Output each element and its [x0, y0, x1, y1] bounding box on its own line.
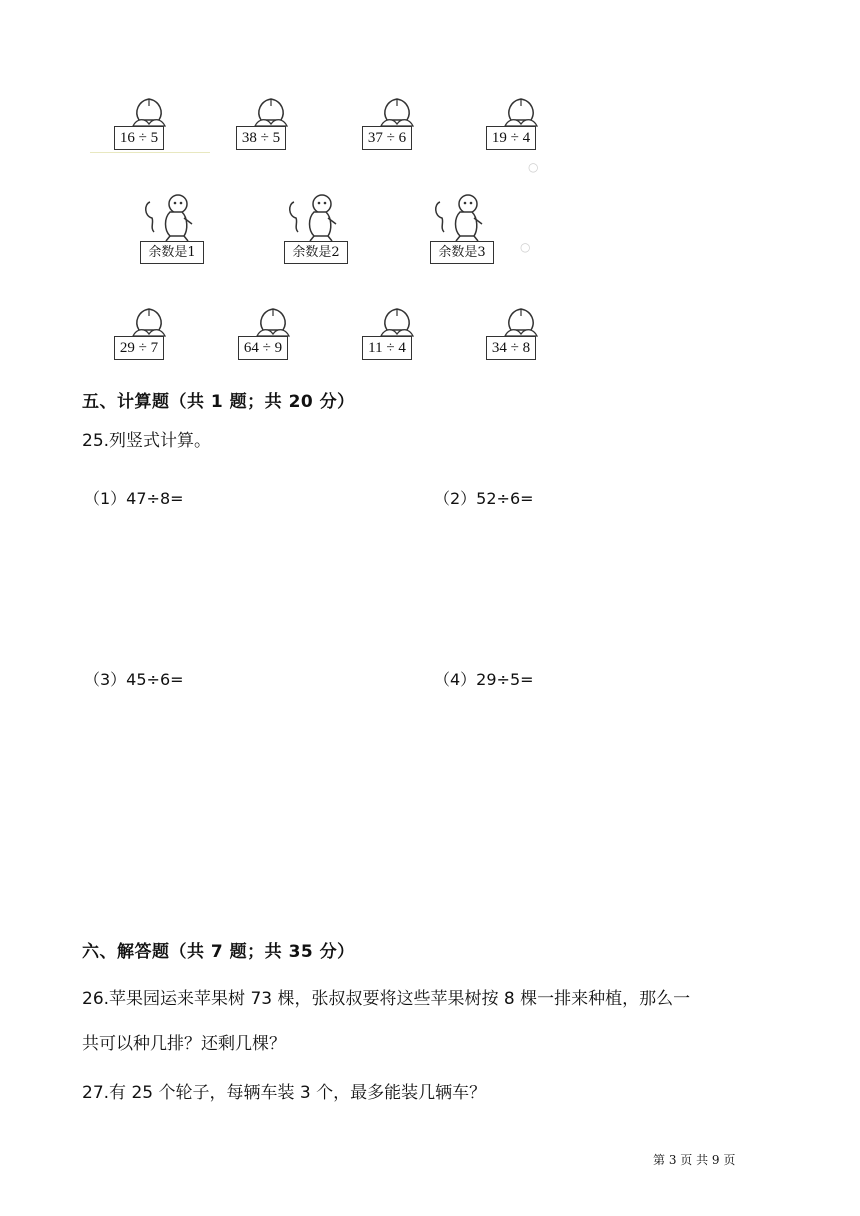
problem-1: （1）47÷8= [84, 489, 184, 508]
division-label: 16 ÷ 5 [114, 126, 164, 150]
division-label: 19 ÷ 4 [486, 126, 536, 150]
division-label: 37 ÷ 6 [362, 126, 412, 150]
monkey-icon [284, 192, 348, 242]
question-27: 27.有 25 个轮子，每辆车装 3 个，最多能装几辆车？ [82, 1083, 487, 1103]
peach-icon [125, 96, 173, 128]
monkey-card [430, 192, 494, 260]
peach-card [362, 96, 432, 146]
peach-card [114, 306, 184, 356]
remainder-label: 余数是1 [140, 241, 204, 264]
remainder-label: 余数是2 [284, 241, 348, 264]
problem-4: （4）29÷5= [434, 670, 534, 689]
monkey-card [140, 192, 204, 260]
remainder-label: 余数是3 [430, 241, 494, 264]
peach-icon [497, 306, 545, 338]
section-heading-5: 五、计算题（共 1 题；共 20 分） [82, 392, 355, 412]
page-number: 第 3 页 共 9 页 [653, 1153, 736, 1167]
peach-icon [497, 96, 545, 128]
peach-icon [125, 306, 173, 338]
bleed-through-line [90, 152, 210, 153]
division-label: 64 ÷ 9 [238, 336, 288, 360]
peach-card [236, 96, 306, 146]
monkey-card [284, 192, 348, 260]
peach-card [362, 306, 432, 356]
question-26-line-2: 共可以种几排？还剩几棵？ [82, 1034, 286, 1054]
bleed-through-mark: ○ [528, 160, 539, 174]
peach-icon [247, 96, 295, 128]
division-label: 38 ÷ 5 [236, 126, 286, 150]
peach-icon [373, 96, 421, 128]
division-label: 34 ÷ 8 [486, 336, 536, 360]
division-label: 11 ÷ 4 [362, 336, 412, 360]
section-heading-6: 六、解答题（共 7 题；共 35 分） [82, 942, 355, 962]
question-26-line-1: 26.苹果园运来苹果树 73 棵，张叔叔要将这些苹果树按 8 棵一排来种植，那么一 [82, 989, 691, 1009]
monkey-icon [430, 192, 494, 242]
division-label: 29 ÷ 7 [114, 336, 164, 360]
peach-card [238, 306, 308, 356]
problem-3: （3）45÷6= [84, 670, 184, 689]
peach-card [486, 306, 556, 356]
peach-icon [373, 306, 421, 338]
problem-2: （2）52÷6= [434, 489, 534, 508]
peach-card [486, 96, 556, 146]
peach-icon [249, 306, 297, 338]
monkey-icon [140, 192, 204, 242]
bleed-through-mark: ○ [520, 240, 531, 254]
division-matching-figure [0, 0, 860, 370]
peach-card [114, 96, 184, 146]
question-25-title: 25.列竖式计算。 [82, 431, 212, 451]
